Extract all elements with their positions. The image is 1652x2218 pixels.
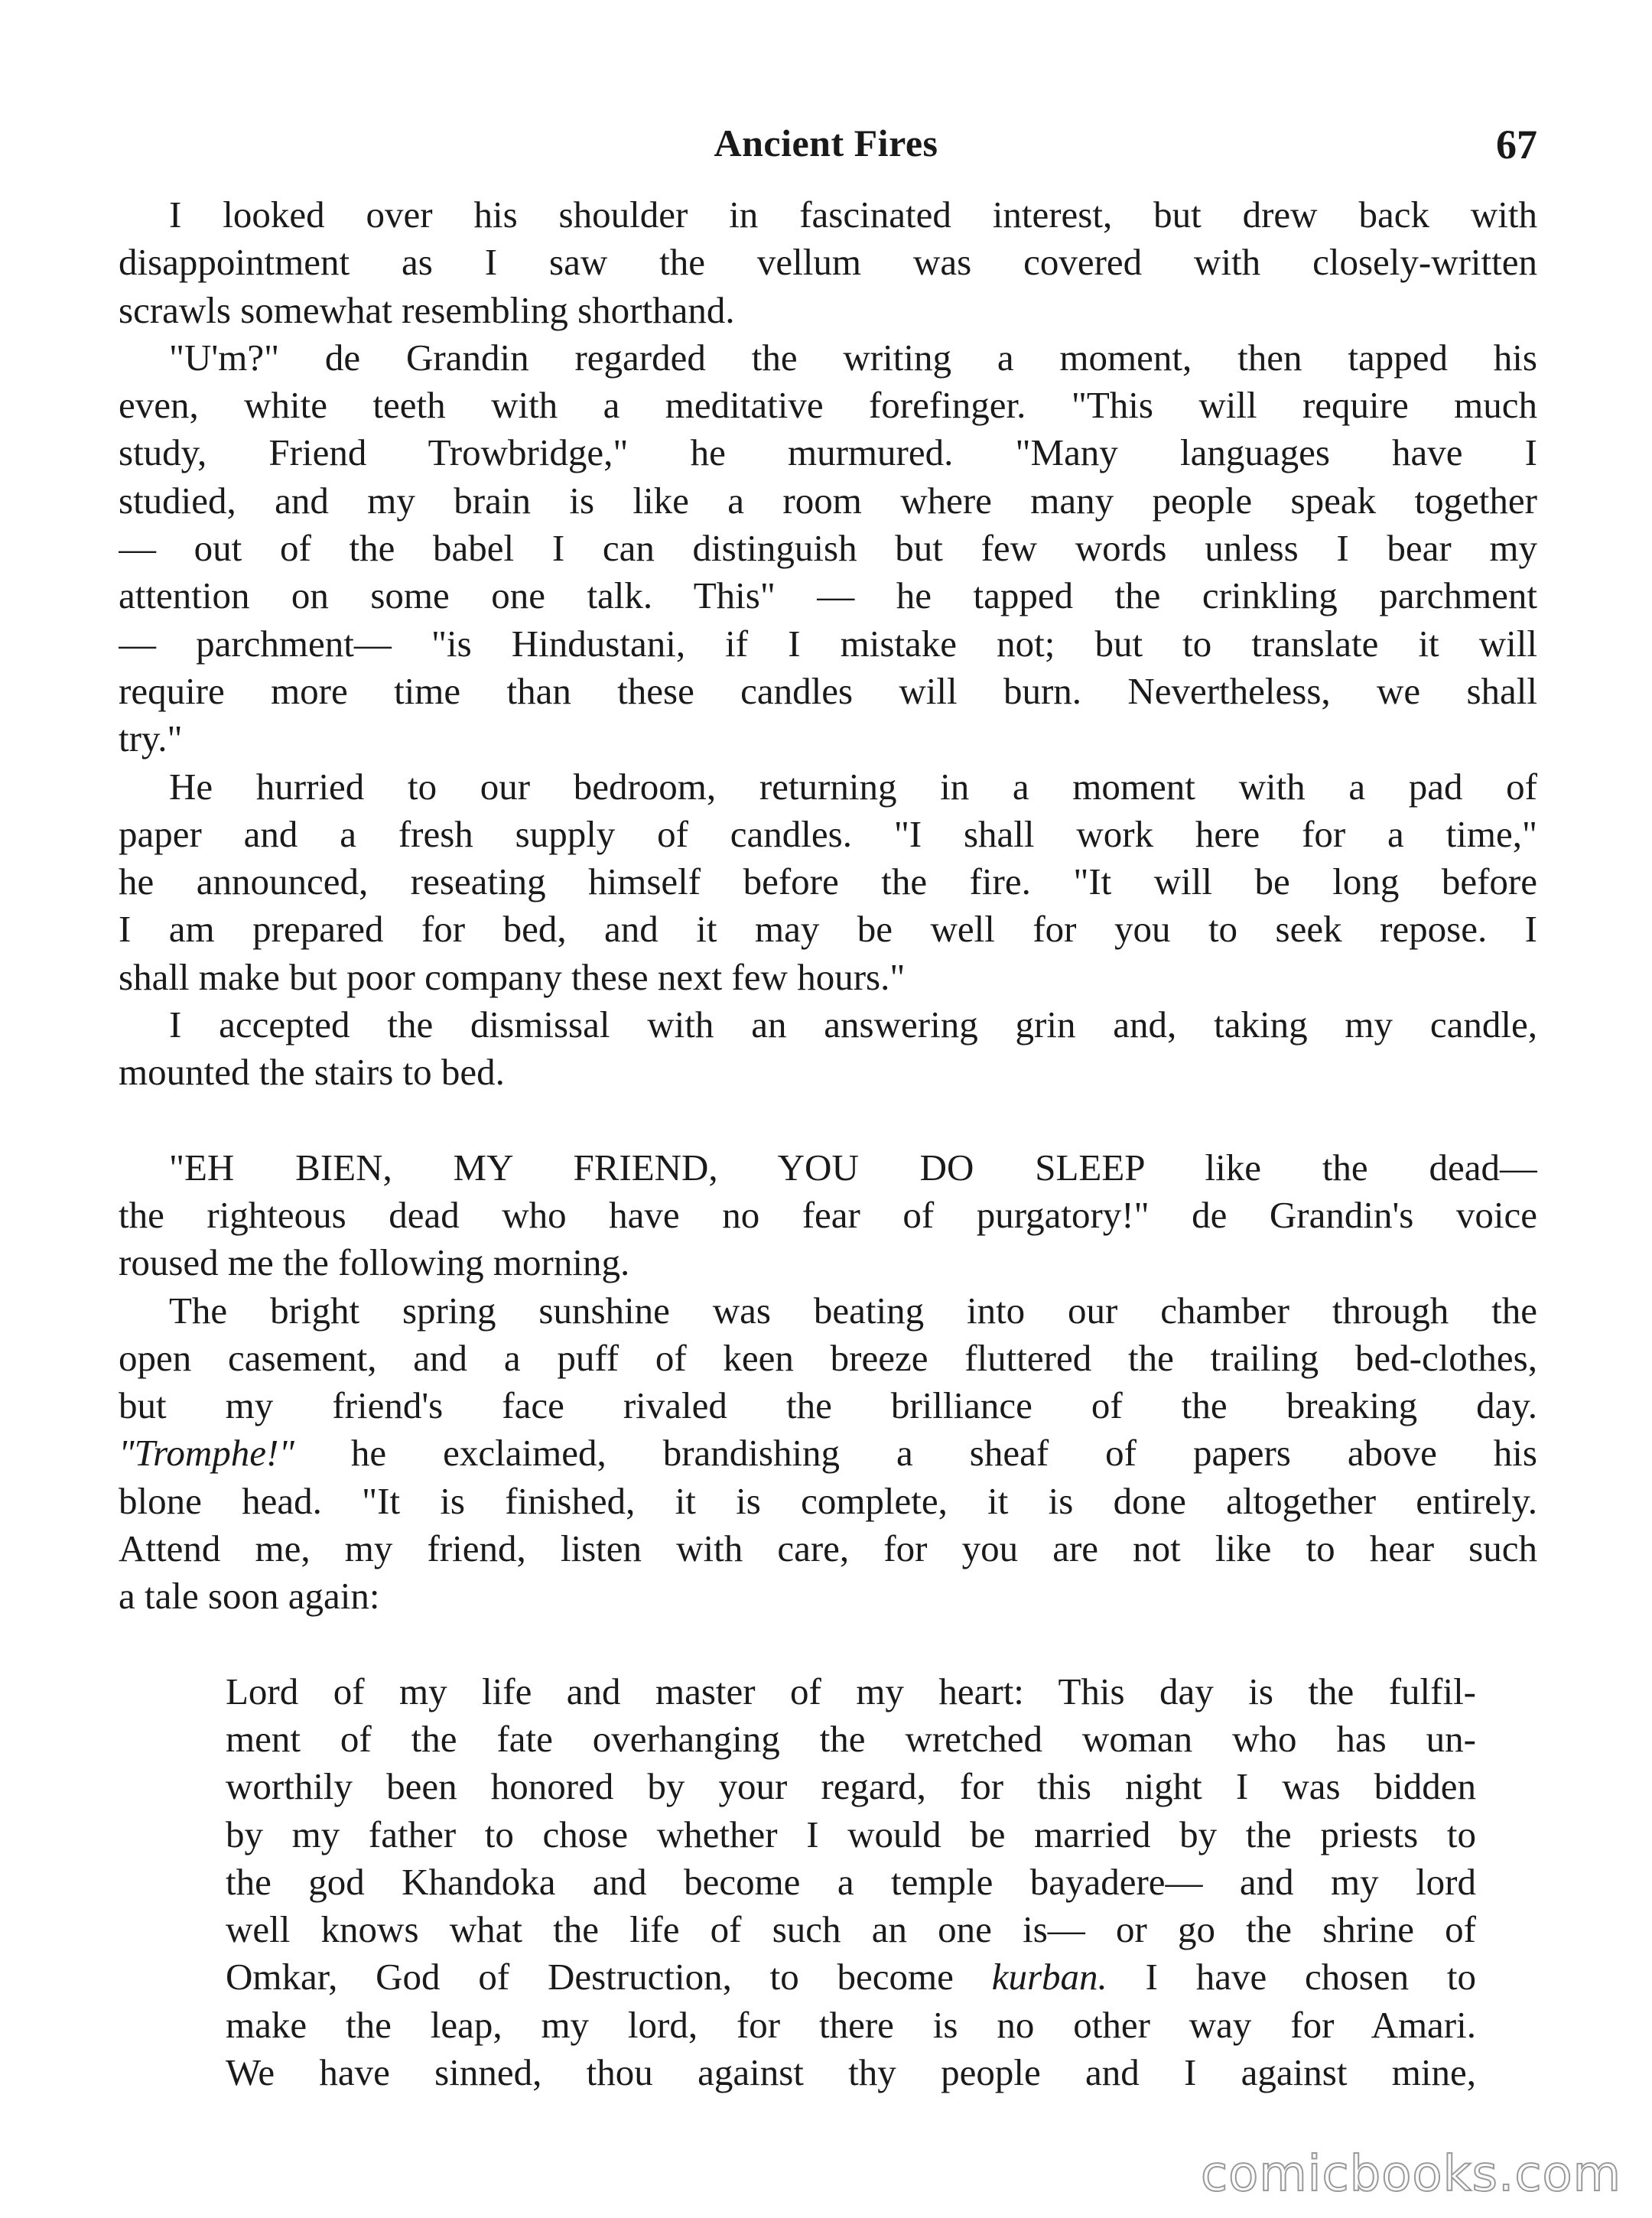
text-line bbox=[119, 1429, 1537, 1477]
text-line: require more time than these candles will burn. Nevertheless, we shall bbox=[119, 669, 1537, 712]
text-line: paper and a fresh supply of candles. "I shall work here for a time," bbox=[119, 812, 1537, 855]
quoted-letter bbox=[119, 1668, 1537, 2097]
text-line: open casement, and a puff of keen breeze fluttered the trailing bed-clothes, bbox=[119, 1336, 1537, 1379]
text-line: I am prepared for bed, and it may be well for you to seek repose. I bbox=[119, 908, 1537, 951]
text-segment: he exclaimed, brandishing a sheaf of papers above his bbox=[294, 1432, 1537, 1475]
running-title: Ancient Fires bbox=[714, 122, 938, 164]
section-break bbox=[119, 1097, 1537, 1144]
text-line: roused me the following morning. bbox=[119, 1241, 630, 1284]
text-line: ment of the fate overhanging the wretched woman who has un- bbox=[226, 1717, 1476, 1760]
paragraph bbox=[119, 763, 1537, 1001]
quote-break bbox=[119, 1621, 1537, 1668]
text-line: study, Friend Trowbridge," he murmured. "Many languages have I bbox=[119, 431, 1537, 474]
text-line: worthily been honored by your regard, for this night I was bidden bbox=[226, 1765, 1476, 1808]
watermark: comicbooks.com bbox=[1200, 2146, 1621, 2203]
text-line: studied, and my brain is like a room where many people speak together bbox=[119, 479, 1537, 522]
text-line: well knows what the life of such an one is— or go the shrine of bbox=[226, 1908, 1476, 1951]
text-segment: Omkar, God of Destruction, to become bbox=[226, 1956, 992, 1998]
text-line: I accepted the dismissal with an answering grin and, taking my candle, bbox=[169, 1003, 1537, 1046]
text-line: by my father to chose whether I would be married by the priests to bbox=[226, 1813, 1476, 1855]
text-line: We have sinned, thou against thy people and I against mine, bbox=[226, 2051, 1476, 2093]
text-line: "EH BIEN, MY FRIEND, YOU DO SLEEP like the dead— bbox=[169, 1146, 1537, 1189]
text-line: try." bbox=[119, 717, 183, 760]
text-line: the god Khandoka and become a temple bayadere— and my lord bbox=[226, 1860, 1476, 1903]
text-line: mounted the stairs to bed. bbox=[119, 1051, 505, 1094]
text-line: disappointment as I saw the vellum was covered with closely-written bbox=[119, 241, 1537, 284]
text-line: shall make but poor company these next few hours." bbox=[119, 955, 906, 998]
running-head bbox=[115, 121, 1537, 174]
page-number: 67 bbox=[1496, 122, 1537, 167]
paragraph bbox=[119, 191, 1537, 334]
text-line: "U'm?" de Grandin regarded the writing a moment, then tapped his bbox=[169, 336, 1537, 379]
paragraph bbox=[119, 1144, 1537, 1287]
paragraph bbox=[119, 334, 1537, 763]
body-text bbox=[119, 191, 1537, 2096]
text-line: he announced, reseating himself before the fire. "It will be long before bbox=[119, 860, 1537, 903]
text-line: the righteous dead who have no fear of purgatory!" de Grandin's voice bbox=[119, 1193, 1537, 1236]
text-line: blone head. "It is finished, it is complete, it is done altogether entirely. bbox=[119, 1479, 1537, 1522]
text-line: attention on some one talk. This" — he tapped the crinkling parchment bbox=[119, 574, 1537, 617]
text-line: The bright spring sunshine was beating into our chamber through the bbox=[169, 1289, 1537, 1332]
text-line: Attend me, my friend, listen with care, for you are not like to hear such bbox=[119, 1527, 1537, 1570]
text-line: make the leap, my lord, for there is no other way for Amari. bbox=[226, 2003, 1476, 2046]
text-line: He hurried to our bedroom, returning in a moment with a pad of bbox=[169, 765, 1537, 808]
italic-word: "Tromphe!" bbox=[119, 1432, 294, 1475]
text-line: even, white teeth with a meditative forefinger. "This will require much bbox=[119, 384, 1537, 427]
text-line bbox=[226, 1953, 1476, 2001]
italic-word: kurban. bbox=[991, 1956, 1107, 1998]
text-line: but my friend's face rivaled the brilliance of the breaking day. bbox=[119, 1384, 1537, 1427]
text-line: — out of the babel I can distinguish but few words unless I bear my bbox=[119, 527, 1537, 570]
text-segment: I have chosen to bbox=[1107, 1956, 1476, 1998]
text-line: Lord of my life and master of my heart: This day is the fulfil- bbox=[226, 1670, 1476, 1712]
text-line: scrawls somewhat resembling shorthand. bbox=[119, 288, 735, 331]
paragraph bbox=[119, 1001, 1537, 1097]
text-line: a tale soon again: bbox=[119, 1575, 380, 1618]
paragraph bbox=[119, 1287, 1537, 1621]
text-line: — parchment— "is Hindustani, if I mistake not; but to translate it will bbox=[119, 622, 1537, 665]
text-line: I looked over his shoulder in fascinated interest, but drew back with bbox=[169, 194, 1537, 236]
